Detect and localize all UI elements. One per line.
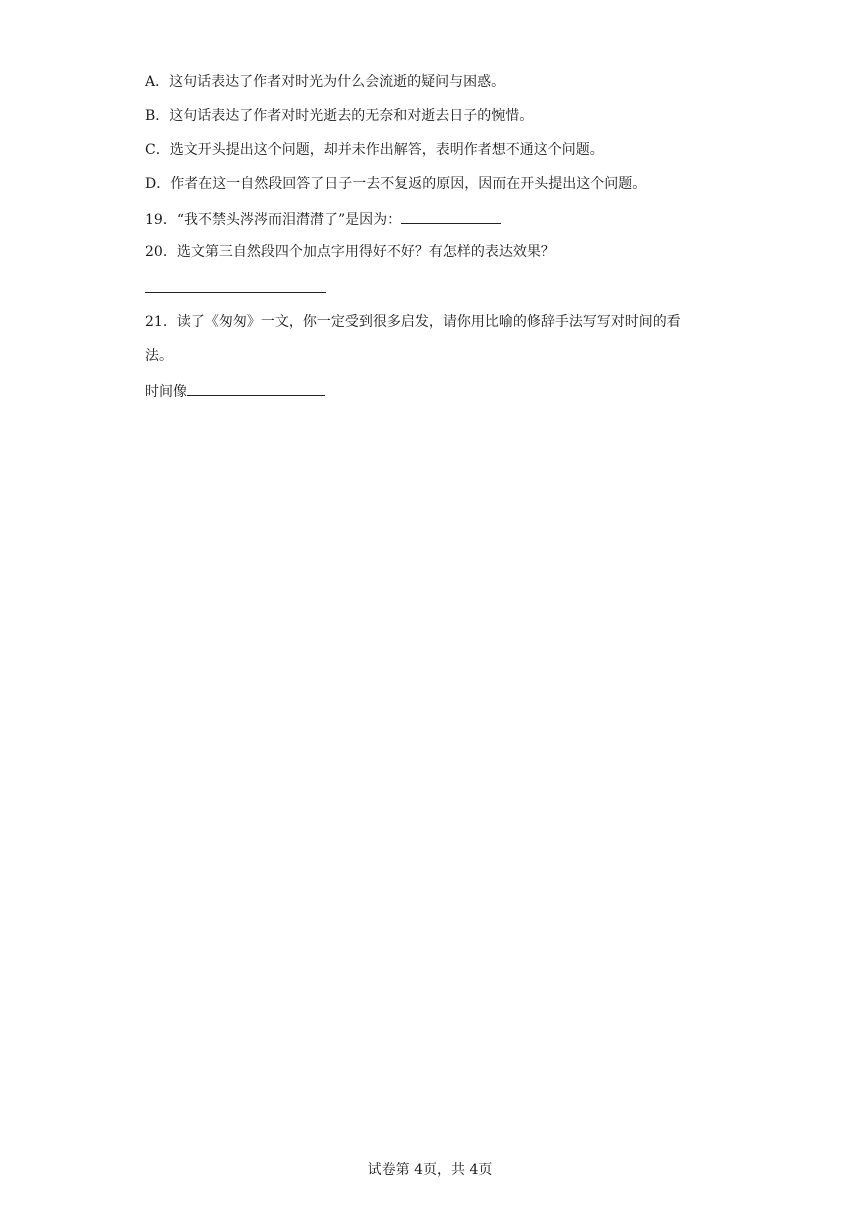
question-19-text: 19．“我不禁头涔涔而泪潸潸了”是因为： — [145, 212, 402, 228]
question-20-text: 20．选文第三自然段四个加点字用得好不好？有怎样的表达效果？ — [145, 244, 555, 260]
question-21-text-line2: 法。 — [145, 348, 173, 364]
option-a: A．这句话表达了作者对时光为什么会流逝的疑问与困惑。 — [145, 74, 506, 90]
option-b: B．这句话表达了作者对时光逝去的无奈和对逝去日子的惋惜。 — [145, 108, 534, 124]
question-21-text-line1: 21．读了《匆匆》一文，你一定受到很多启发，请你用比喻的修辞手法写写对时间的看 — [145, 314, 681, 330]
question-21-answer-blank[interactable] — [187, 381, 325, 396]
question-19-answer-blank[interactable] — [401, 209, 501, 224]
question-19 — [145, 209, 501, 229]
page-footer: 试卷第 4页，共 4页 — [367, 1162, 493, 1178]
question-20-answer-blank[interactable] — [145, 292, 326, 293]
option-d: D．作者在这一自然段回答了日子一去不复返的原因，因而在开头提出这个问题。 — [145, 176, 647, 192]
option-c: C．选文开头提出这个问题，却并未作出解答，表明作者想不通这个问题。 — [145, 142, 604, 158]
question-21-prompt: 时间像 — [145, 384, 187, 400]
question-21-prompt-row — [145, 381, 325, 401]
